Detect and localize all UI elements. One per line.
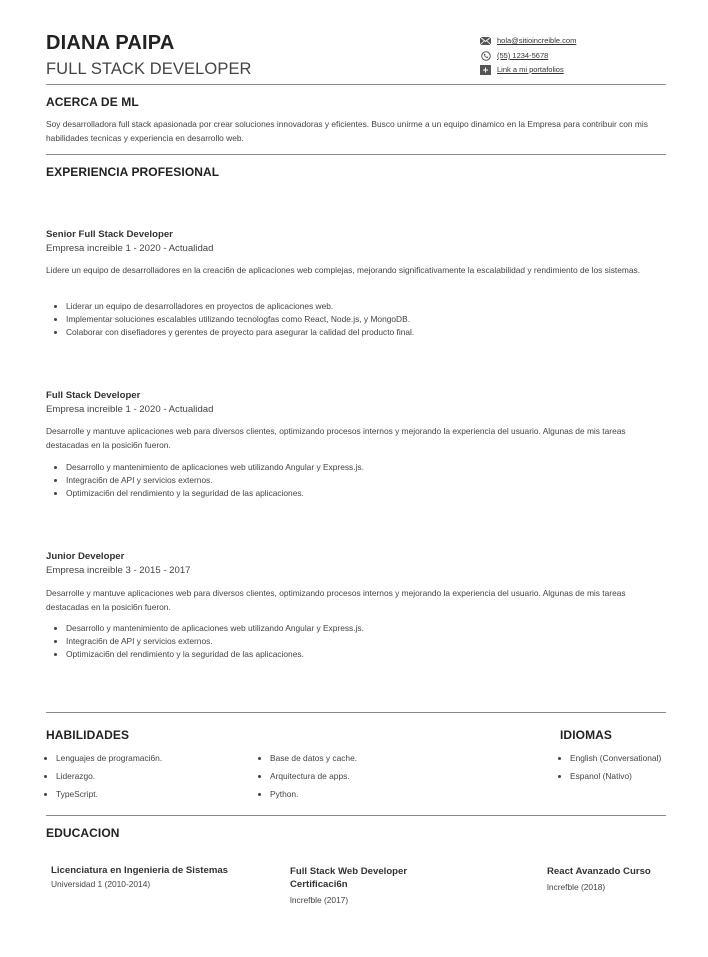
about-text: Soy desarrolladora full stack apasionada por crear soluciones innovadoras y eficientes. Busco unirme a un equipo dinamico en la Empresa para contribuir con mis habilidades tecnicas y experiencia en desarrollo web.: [46, 119, 648, 143]
education-item: [51, 864, 251, 889]
list-item: • Espanol (Nativo): [570, 767, 661, 785]
education-title: Licenciatura en Ingenieria de Sistemas: [51, 865, 229, 876]
education-sub: Universidad 1 (2010-2014): [51, 879, 151, 889]
candidate-name: DIANA PAIPA: [46, 32, 175, 54]
divider: [46, 712, 666, 713]
list-item: • Integraci6n de API y servicios externos.: [66, 474, 666, 487]
job-title: Senior Full Stack Developer: [46, 229, 173, 240]
skills-heading: HABILIDADES: [46, 728, 130, 742]
phone-icon: [480, 51, 491, 60]
email-link[interactable]: hola@sitioincreible.com: [497, 36, 577, 45]
education-item: [290, 865, 440, 905]
contact-portfolio[interactable]: [480, 65, 564, 74]
list-item: • Python.: [270, 785, 357, 803]
contact-phone[interactable]: [480, 51, 548, 60]
education-sub: lncrefble (2017): [290, 895, 349, 905]
list-item: • Desarrollo y mantenimiento de aplicaciones web utilizando Angular y Express.js.: [66, 461, 666, 474]
job-title: Full Stack Developer: [46, 390, 141, 401]
languages-list: [560, 749, 661, 785]
portfolio-link[interactable]: Link a mi portafolios: [497, 65, 564, 74]
education-heading: EDUCACION: [46, 826, 120, 840]
job-company: Empresa increible 1 - 2020 - Actualidad: [46, 404, 214, 415]
education-item: [547, 865, 666, 892]
list-item: • Liderar un equipo de desarrolladores en proyectos de aplicaciones web.: [66, 300, 666, 313]
list-item: • TypeScript.: [56, 785, 162, 803]
list-item: • Liderazgo.: [56, 767, 162, 785]
job-summary: Desarrolle y mantuve aplicaciones web para diversos clientes, optimizando procesos internos y mejorando la experiencia del usuario. Algunas de mis tareas destacadas en la posici6n fueron.: [46, 588, 626, 612]
list-item: • Integraci6n de API y servicios externos.: [66, 635, 666, 648]
list-item: • Arquitectura de apps.: [270, 767, 357, 785]
list-item: • Colaborar con disefiadores y gerentes de proyecto para asegurar la calidad del producto final.: [66, 326, 666, 339]
job-company: Empresa increible 3 - 2015 - 2017: [46, 565, 191, 576]
languages-heading: IDIOMAS: [560, 728, 613, 742]
skills-list-2: [260, 749, 357, 803]
education-title: Full Stack Web Developer Certificaci6n: [290, 866, 408, 890]
job-bullets: [46, 461, 666, 500]
list-item: • English (Conversational): [570, 749, 661, 767]
education-title: React Avanzado Curso: [547, 866, 651, 877]
candidate-role: FULL STACK DEVELOPER: [46, 60, 252, 78]
job-summary: Lidere un equipo de desarrolladores en la creaci6n de aplicaciones web complejas, mejorando significativamente la escalabilidad y rendimiento de los sistemas.: [46, 265, 641, 275]
list-item: • Optimizaci6n del rendimiento y la seguridad de las aplicaciones.: [66, 487, 666, 500]
list-item: • Implementar soluciones escalables utilizando tecnologfas como React, Node.js, y MongoDB.: [66, 313, 666, 326]
plus-icon: [480, 65, 491, 74]
list-item: • Optimizaci6n del rendimiento y la seguridad de las aplicaciones.: [66, 648, 666, 661]
divider: [46, 815, 666, 816]
job-company: Empresa increible 1 - 2020 - Actualidad: [46, 243, 214, 254]
list-item: • Base de datos y cache.: [270, 749, 357, 767]
list-item: • Desarrollo y mantenimiento de aplicaciones web utilizando Angular y Express.js.: [66, 622, 666, 635]
job-title: Junior Developer: [46, 551, 125, 562]
job-bullets: [46, 300, 666, 339]
list-item: • Lenguajes de programaci6n.: [56, 749, 162, 767]
about-heading: ACERCA DE ML: [46, 95, 139, 109]
skills-list-1: [46, 749, 162, 803]
education-sub: lncrefble (2018): [547, 882, 606, 892]
job-summary: Desarrolle y mantuve aplicaciones web para diversos clientes, optimizando procesos internos y mejorando la experiencia del usuario. Algunas de mis tareas destacadas en la posici6n fueron.: [46, 426, 626, 450]
phone-link[interactable]: (55) 1234-5678: [497, 51, 549, 60]
experience-heading: EXPERIENCIA PROFESIONAL: [46, 165, 220, 179]
contact-email[interactable]: [480, 36, 576, 45]
mail-icon: [480, 36, 491, 45]
divider: [46, 84, 666, 85]
divider: [46, 154, 666, 155]
job-bullets: [46, 622, 666, 661]
